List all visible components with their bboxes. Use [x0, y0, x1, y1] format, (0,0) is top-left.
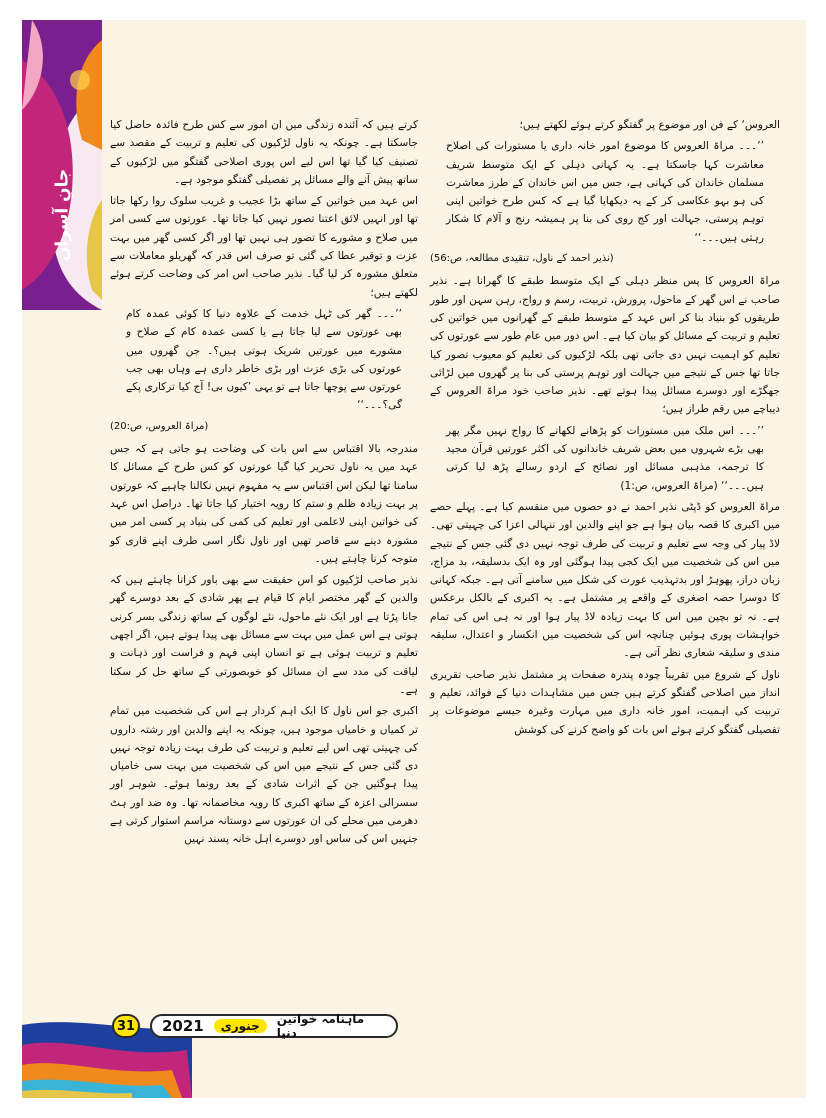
issue-month-badge: جنوری [214, 1019, 267, 1033]
body-paragraph: نذیر صاحب لڑکیوں کو اس حقیقت سے بھی باور کرانا چاہتے ہیں کہ والدین کے گھر مختصر ایام کا قیام ہے پھر شادی کے بعد دوسرے گھر جانا پڑتا ہے اور ایک نئے ماحول، نئے لوگوں کے ساتھ زندگی بسر کرنی ہوتی ہے اس عمل میں بہت سے مسائل بھی پیدا ہوتے ہیں، اگر اچھی تعلیم و تربیت ہوئی ہے تو انسان اپنی فہم و فراست اور ذہانت و لیاقت کی مدد سے ان مسائل کو خوبصورتی کے ساتھ حل کر سکتا ہے۔ [110, 574, 418, 696]
citation: (مراۃ العروس، ص:20) [110, 420, 209, 432]
citation: (نذیر احمد کے ناول، تنقیدی مطالعہ، ص:56) [430, 253, 614, 265]
quote-paragraph: ’’۔۔۔ اس ملک میں مستورات کو پڑھانے لکھانے کا رواج نہیں مگر پھر بھی بڑے شہروں میں بعض شریف خاندانوں کی اکثر عورتیں قرآن مجید کا ترجمہ، مذہبی مسائل اور نصائح کے اردو رسالے پڑھ لیا کرتی ہیں۔۔۔‘‘ (مراۃ العروس، ص:1) [446, 424, 764, 492]
page-number-badge [112, 1014, 140, 1038]
side-section-title [30, 170, 94, 260]
body-paragraph: ناول کے شروع میں تقریباً چودہ پندرہ صفحات پر مشتمل نذیر صاحب تقریری انداز میں اصلاحی گفتگو کرتے ہیں جس میں مشاہدات دنیا کے فوائد، تعلیم و تربیت کی اہمیت، امور خانہ داری میں مہارت وغیرہ جیسے موضوعات پر تفصیلی گفتگو کرتے ہوئے اس بات کو واضح کرنے کی کوشش [430, 668, 780, 736]
quote-paragraph: ’’۔۔۔ گھر کی ٹہل خدمت کے علاوہ دنیا کا کوئی عمدہ کام بھی عورتوں سے لیا جاتا ہے یا کسی عمدہ کام کے صلاح و مشورے میں عورتیں شریک ہوتی ہیں؟۔ جن گھروں میں عورتوں کی بڑی عزت اور بڑی خاطر داری ہے وہاں بھی جب عورتوں سے پوچھا جاتا ہے تو یہی ’کیوں بی! آج کیا ترکاری پکے گی؟۔۔۔‘‘ [126, 307, 402, 412]
magazine-footer-pill [150, 1014, 398, 1038]
magazine-name: ماہنامہ خواتین دنیا [276, 1012, 365, 1040]
body-paragraph: اس عہد میں خواتین کے ساتھ بڑا عجیب و غریب سلوک روا رکھا جاتا تھا اور انہیں لائق اعتنا تصور نہیں کیا جاتا تھا۔ عورتوں سے کسی امر میں صلاح و مشورے کا تصور ہی نہیں تھا اور اگر کسی گھر میں بہت عزت و توقیر عطا کی گئی تو صرف اس قدر کہ گھریلو معاملات سے متعلق مشورہ کر لیا گیا۔ نذیر صاحب اس امر کی وضاحت کرتے ہوئے لکھتے ہیں؛ [110, 195, 418, 299]
right-text-column [430, 116, 780, 742]
body-paragraph: اکبری جو اس ناول کا ایک اہم کردار ہے اس کی شخصیت میں تمام تر کمیاں و خامیاں موجود ہیں، چونکہ یہ اپنے والدین اور رشتہ داروں کی چہیتی تھی اس لیے تعلیم و تربیت کی طرف بہت زیادہ توجہ نہیں دی گئی جس کے نتیجے میں اس کی شخصیت میں بہت سی خامیاں پیدا ہوگئیں جن کے اثرات شادی کے بعد رونما ہوئے۔ شوہر اور سسرالی اعزہ کے ساتھ اکبری کا رویہ مخاصمانہ تھا۔ وہ ضد اور ہٹ دھرمی میں محلے کی ان عورتوں سے دوستانہ مراسم استوار کرتی ہے جنہیں اس کی ساس اور دوسرے اہل خانہ پسند نہیں [110, 705, 418, 846]
issue-year: 2021 [162, 1017, 204, 1035]
section-title-text: جانِ آسراں [52, 168, 72, 262]
left-text-column [110, 116, 418, 852]
page-number: 31 [116, 1018, 136, 1034]
body-paragraph: مراۃ العروس کا پس منظر دہلی کے ایک متوسط طبقے کا گھرانا ہے۔ نذیر صاحب نے اس گھر کے ماحول، پرورش، تربیت، رسم و رواج، رہن سہن اور طور طریقوں کو بنیاد بنا کر اس عہد کے متوسط طبقے کے گھرانوں میں خواتین کی تعلیم و تربیت کے مسائل کو بیان کیا ہے۔ اس دور میں عام طور سے عورتوں کی تعلیم کو اہمیت نہیں دی جاتی تھی بلکہ لڑکیوں کی تعلیم کو معیوب تصور کیا جاتا تھا جس کے نتیجے میں جہالت اور توہم پرستی کی بنا پر گھروں میں لڑائی جھگڑے اور دوسرے مسائل پیدا ہوتے تھے۔ نذیر صاحب خود مراۃ العروس کے دیباچے میں رقم طراز ہیں؛ [430, 275, 780, 416]
quote-paragraph: ’’۔۔۔ مراۃ العروس کا موضوع امور خانہ داری یا مستورات کی اصلاح معاشرت کہا جاسکتا ہے۔ یہ کہانی دہلی کے ایک متوسط شریف مسلمان خاندان کی کہانی ہے، جس میں اس خاندان کے طرز معاشرت کی ہو بہو عکاسی کر کے یہ دیکھایا گیا ہے کہ کس طرح خواتین اپنی توہم پرستی، جہالت اور کج روی کی بنا پر ہمیشہ رنج و آلام کا شکار رہتی ہیں۔۔۔‘‘ [446, 140, 764, 244]
decorative-swirl-graphic [22, 20, 102, 310]
body-paragraph: مراۃ العروس کو ڈپٹی نذیر احمد نے دو حصوں میں منقسم کیا ہے۔ پہلے حصے میں اکبری کا قصہ بیان ہوا ہے جو اپنے والدین اور ننہالی اعزا کی چہیتی تھی۔ لاڈ پیار کی وجہ سے تعلیم و تربیت کی طرف توجہ نہیں دی گئی جس کے نتیجے میں اس کی شخصیت میں ایک کجی پیدا ہوگئی اور وہ ایک بدسلیقہ، بد مزاج، زبان دراز، پھوہڑ اور بدتہذیب عورت کی شکل میں سامنے آتی ہے۔ جبکہ کہانی کا دوسرا حصہ اصغری کے واقعے پر مشتمل ہے۔ یہ اکبری کے بالکل برعکس ہے۔ نہ تو بچپن میں اس کا بہت زیادہ لاڈ پیار ہوا اور نہ ہی اس کی تمام خواہشات پوری ہوئیں چنانچہ اس کی شخصیت میں انکسار و اعتدال، سلیقہ مندی و سلیقہ شعاری نظر آتی ہے۔ [430, 500, 780, 660]
body-paragraph: العروس‘ کے فن اور موضوع پر گفتگو کرتے ہوئے لکھتے ہیں؛ [519, 119, 780, 131]
body-paragraph: کرتے ہیں کہ آئندہ زندگی میں ان امور سے کس طرح فائدہ حاصل کیا جاسکتا ہے۔ چونکہ یہ ناول لڑکیوں کی تعلیم و تربیت کے مقصد سے تصنیف کیا گیا تھا اس لیے اس پوری اصلاحی گفتگو میں لڑکیوں کے ساتھ پیش آنے والے مسائل پر تفصیلی گفتگو موجود ہے۔ [110, 119, 418, 186]
magazine-page [22, 20, 806, 1098]
body-paragraph: مندرجہ بالا اقتباس سے اس بات کی وضاحت ہو جاتی ہے کہ جس عہد میں یہ ناول تحریر کیا گیا عورتوں کو کس طرح کے مسائل کا سامنا تھا لیکن اس اقتباس سے یہ مفہوم نہیں نکالنا چاہیے کہ عورتوں پر بہت زیادہ ظلم و ستم کا رویہ اختیار کیا جاتا تھا۔ دراصل اس عہد کی خواتین اپنی لاعلمی اور تعلیم کی کمی کی بنیاد پر کسی امر میں مشورہ دینے سے قاصر تھیں اور ناول نگار اسی طرف اپنے قاری کو متوجہ کرنا چاہتے ہیں۔ [110, 443, 418, 565]
